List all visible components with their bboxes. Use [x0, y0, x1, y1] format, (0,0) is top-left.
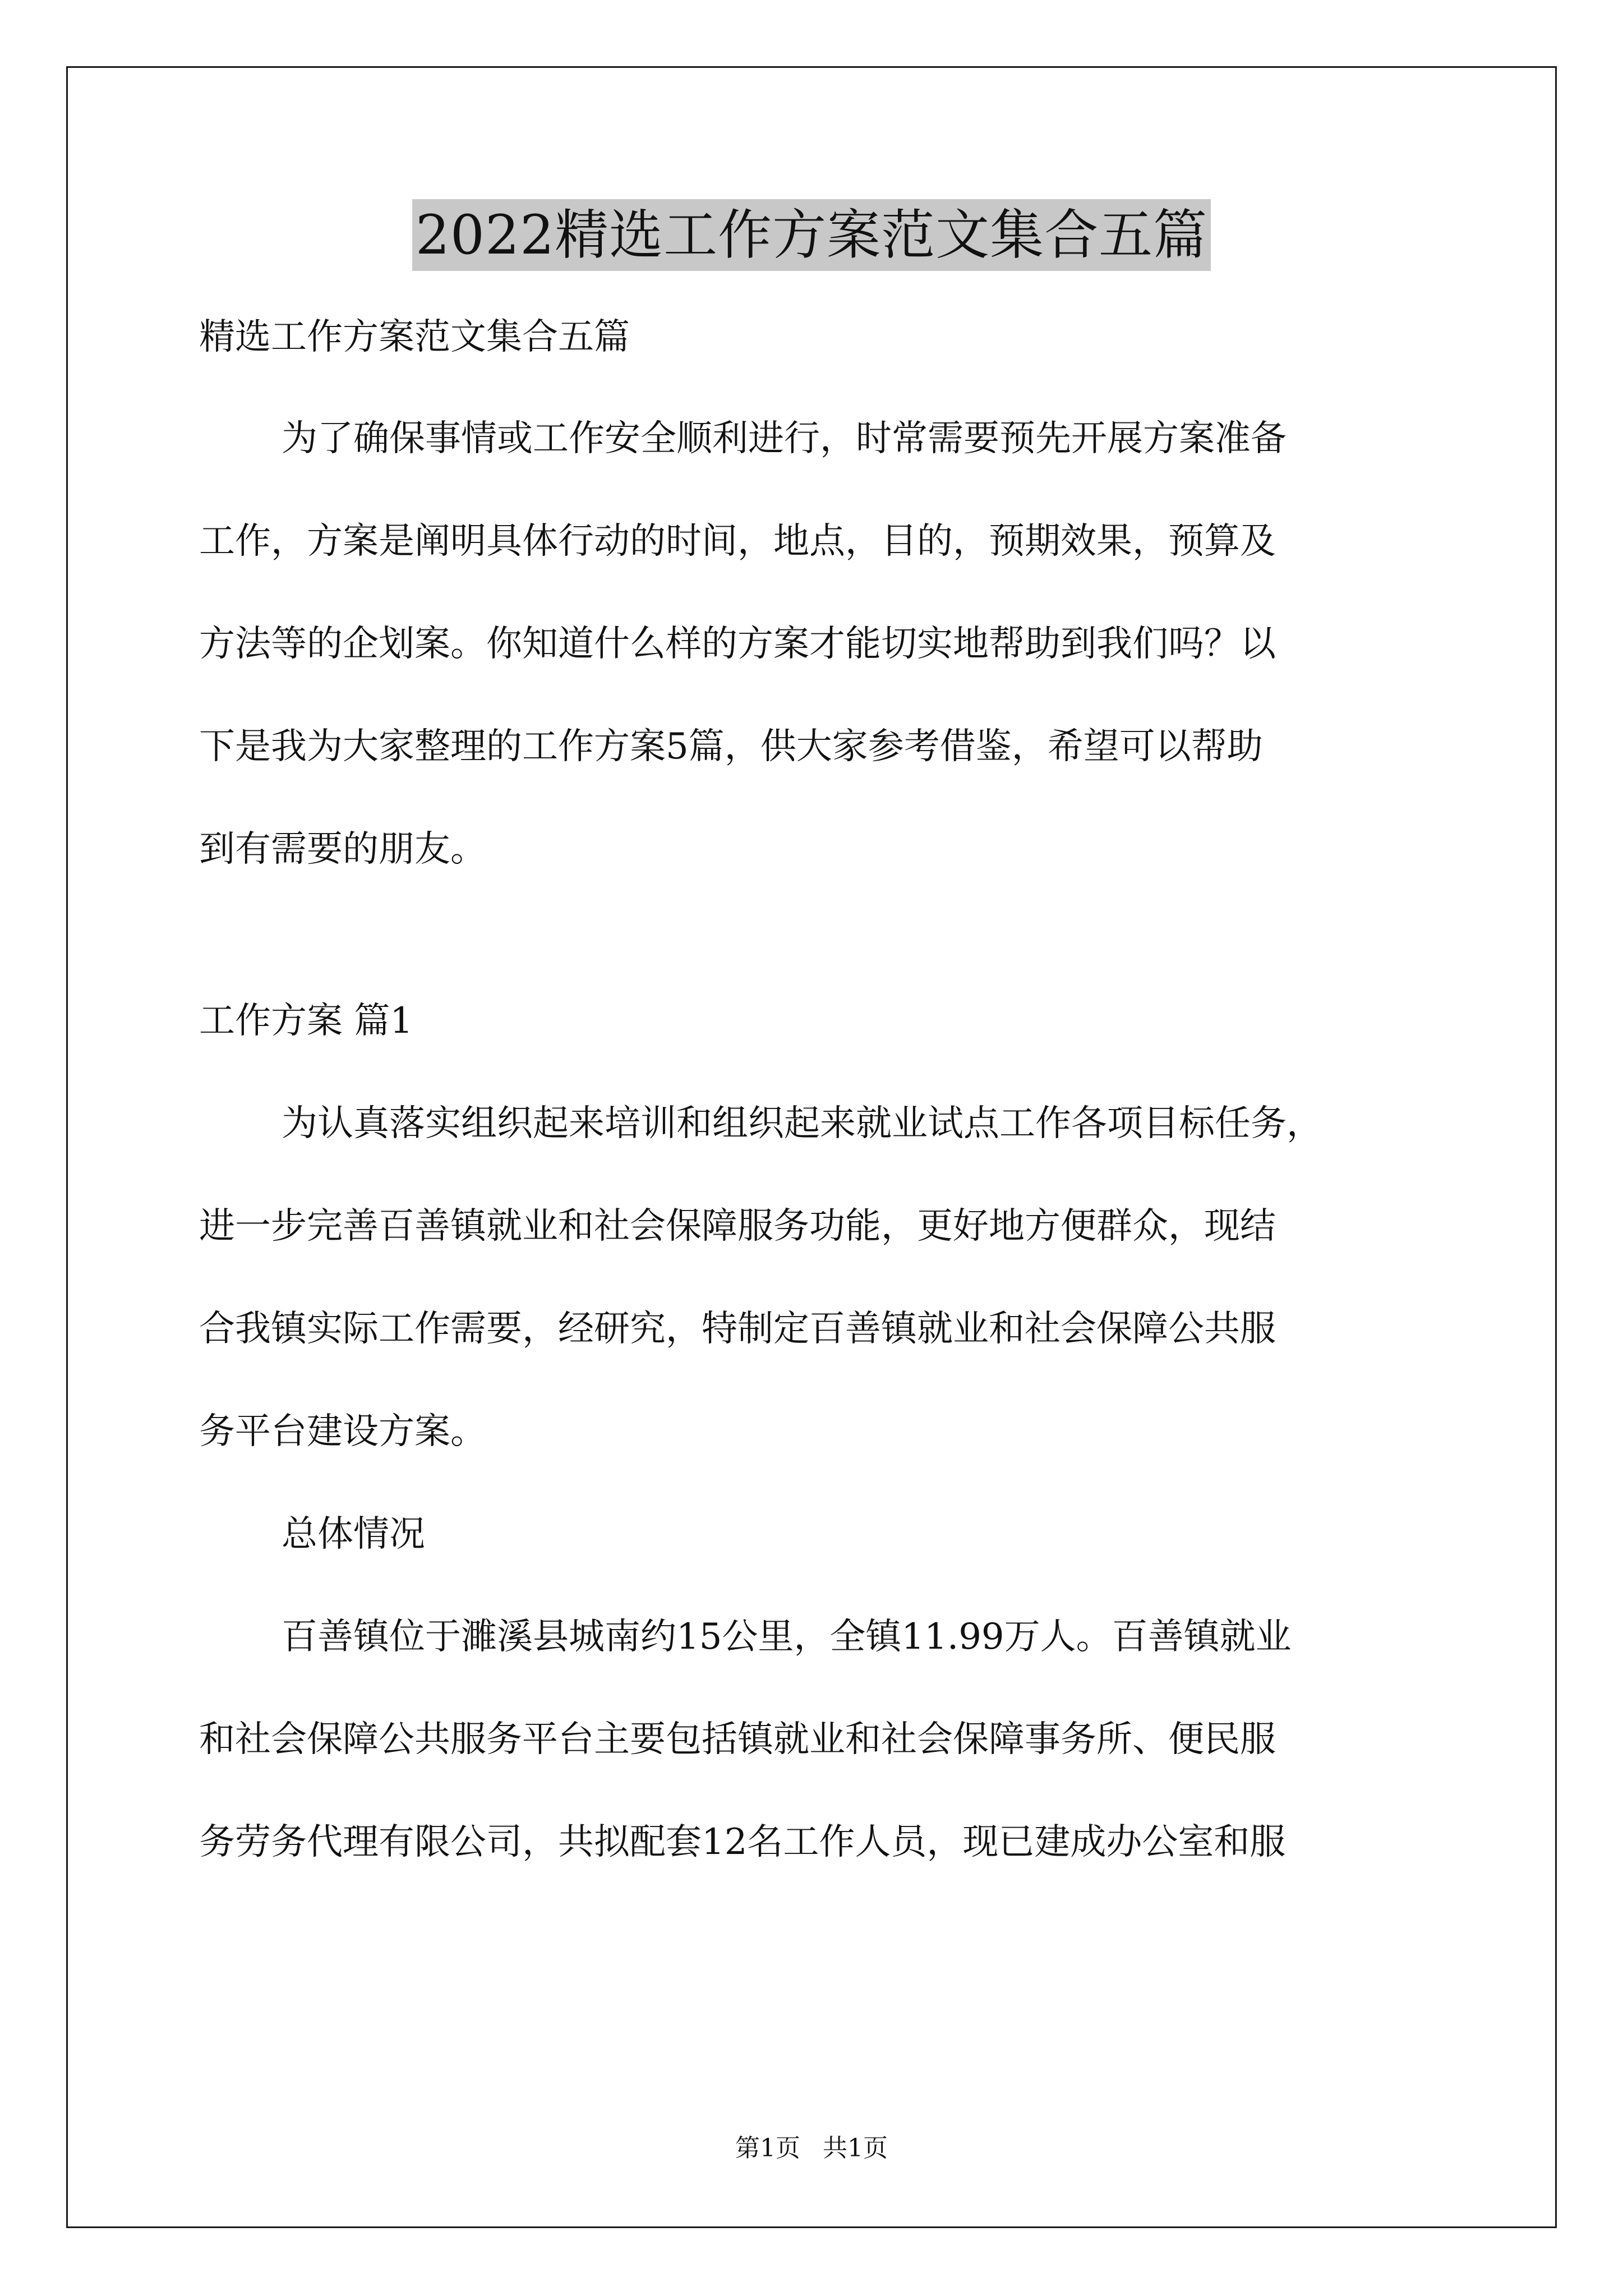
section-paragraph-1	[199, 1073, 1467, 1483]
section-para2-line-1: 百善镇位于濉溪县城南约15公里，全镇11.99万人。百善镇就业	[282, 1616, 1292, 1658]
document-subtitle: 精选工作方案范文集合五篇	[199, 316, 630, 358]
intro-line-5: 到有需要的朋友。	[199, 829, 486, 870]
section-para1-line-4: 务平台建设方案。	[199, 1411, 486, 1452]
page-footer	[0, 2132, 1623, 2165]
section-para2-line-3: 务劳务代理有限公司，共拟配套12名工作人员，现已建成办公室和服	[199, 1821, 1286, 1863]
page-total: 共1页	[823, 2134, 888, 2162]
intro-line-1: 为了确保事情或工作安全顺利进行，时常需要预先开展方案准备	[282, 418, 1287, 459]
section-para1-line-1: 为认真落实组织起来培训和组织起来就业试点工作各项目标任务，	[282, 1103, 1322, 1144]
section-heading: 工作方案 篇1	[199, 1000, 413, 1042]
document-body	[199, 311, 1467, 1894]
intro-line-4: 下是我为大家整理的工作方案5篇，供大家参考借鉴，希望可以帮助	[199, 726, 1263, 767]
intro-line-3: 方法等的企划案。你知道什么样的方案才能切实地帮助到我们吗？以	[199, 623, 1276, 665]
intro-paragraph	[199, 388, 1467, 901]
section-subheading: 总体情况	[282, 1513, 425, 1555]
page-number: 第1页	[735, 2134, 800, 2162]
section-para1-line-2: 进一步完善百善镇就业和社会保障服务功能，更好地方便群众，现结	[199, 1205, 1276, 1247]
section-paragraph-2	[199, 1586, 1467, 1894]
section-para2-line-2: 和社会保障公共服务平台主要包括镇就业和社会保障事务所、便民服	[199, 1719, 1276, 1760]
section-para1-line-3: 合我镇实际工作需要，经研究，特制定百善镇就业和社会保障公共服	[199, 1308, 1276, 1350]
document-title: 2022精选工作方案范文集合五篇	[412, 199, 1211, 271]
intro-line-2: 工作，方案是阐明具体行动的时间，地点，目的，预期效果，预算及	[199, 521, 1276, 562]
title-container	[0, 199, 1623, 271]
